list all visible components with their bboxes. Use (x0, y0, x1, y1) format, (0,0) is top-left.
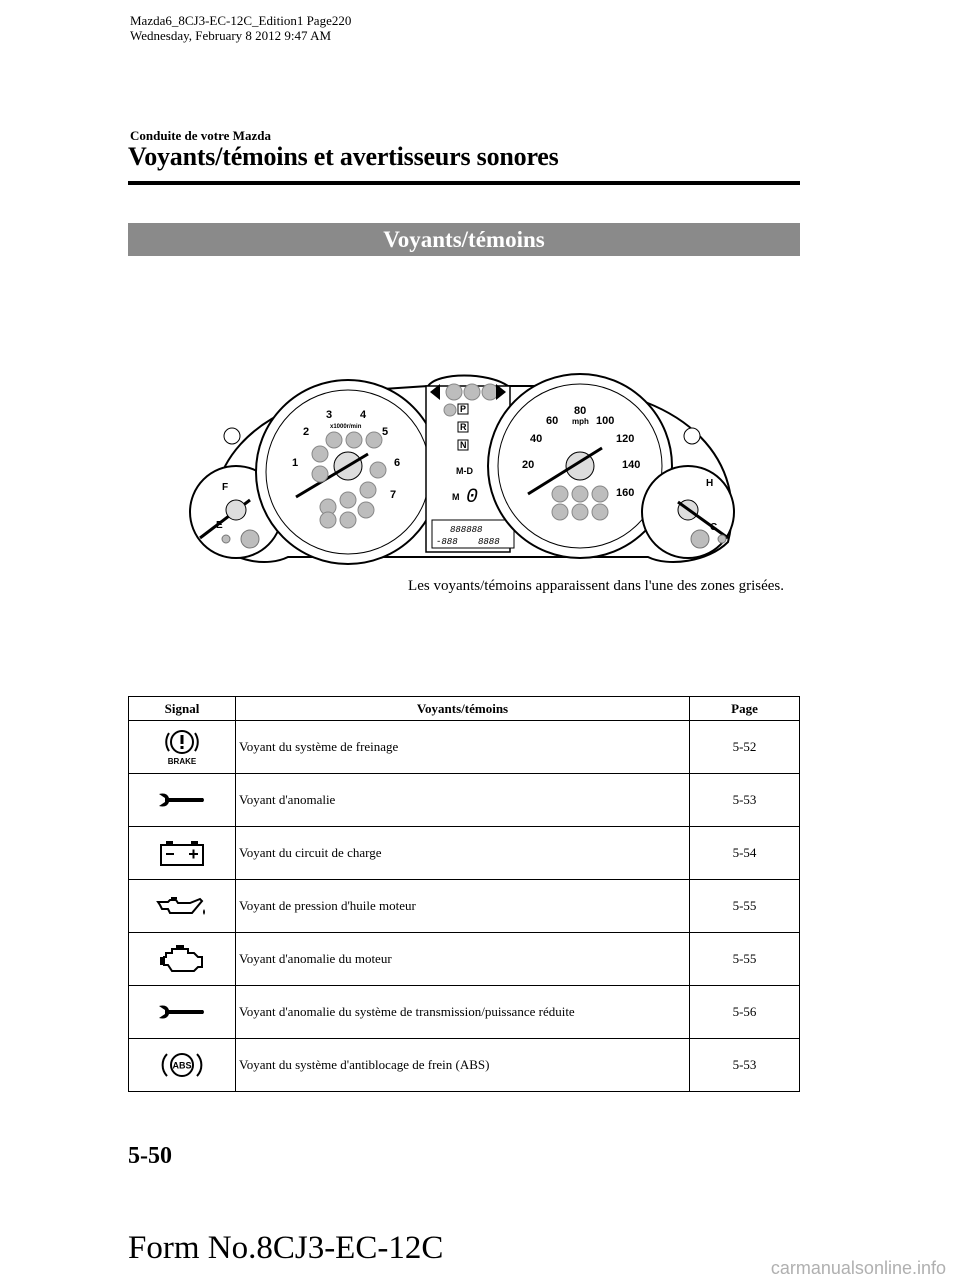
row-label: Voyant du circuit de charge (236, 827, 690, 880)
gear-p-label: P (460, 404, 467, 414)
speed-label-140: 140 (622, 459, 641, 471)
gear-md-label: M-D (456, 466, 473, 476)
engine-icon (158, 943, 206, 975)
row-label: Voyant de pression d'huile moteur (236, 880, 690, 933)
tach-label-6: 6 (394, 457, 401, 469)
row-label: Voyant d'anomalie du moteur (236, 933, 690, 986)
speed-label-100: 100 (596, 415, 615, 427)
header-page: Page (690, 697, 800, 721)
tach-label-5: 5 (382, 426, 389, 438)
instrument-cluster-figure (188, 362, 750, 588)
gear-m-label: M (452, 492, 460, 502)
tach-label-4: 4 (360, 409, 367, 421)
odometer-display-2: -888 (436, 537, 458, 547)
speed-label-20: 20 (522, 459, 535, 471)
table-row (129, 1039, 800, 1092)
page-number: 5-50 (128, 1143, 172, 1169)
row-label: Voyant d'anomalie (236, 774, 690, 827)
print-header-file: Mazda6_8CJ3-EC-12C_Edition1 Page220 (130, 13, 352, 28)
wrench-icon (157, 790, 207, 810)
fuel-empty-label: E (216, 520, 223, 531)
table-row (129, 827, 800, 880)
brake-warning-icon (162, 728, 202, 766)
wrench-icon (157, 1002, 207, 1022)
tach-unit: x1000r/min (330, 424, 362, 430)
tach-label-3: 3 (326, 409, 333, 421)
odometer-display-3: 8888 (478, 537, 500, 547)
title-divider (128, 181, 800, 185)
fuel-full-label: F (222, 482, 229, 493)
row-page: 5-53 (690, 774, 800, 827)
brake-icon-text: BRAKE (167, 757, 197, 766)
table-row (129, 774, 800, 827)
temp-hot-label: H (706, 478, 714, 489)
subsection-banner: Voyants/témoins (128, 223, 800, 256)
temp-cold-label: C (710, 522, 718, 533)
figure-caption: Les voyants/témoins apparaissent dans l'une des zones grisées. (408, 578, 784, 594)
speed-label-80: 80 (574, 405, 587, 417)
section-heading: Conduite de votre Mazda (130, 128, 271, 143)
row-label: Voyant du système d'antiblocage de frein (ABS) (236, 1039, 690, 1092)
table-row (129, 933, 800, 986)
odometer-display: 888888 (450, 525, 483, 535)
row-page: 5-54 (690, 827, 800, 880)
indicator-table (128, 696, 800, 1092)
table-row (129, 986, 800, 1039)
row-page: 5-53 (690, 1039, 800, 1092)
row-label: Voyant du système de freinage (236, 721, 690, 774)
row-page: 5-55 (690, 880, 800, 933)
speed-unit: mph (572, 417, 589, 426)
form-number: Form No.8CJ3-EC-12C (128, 1230, 444, 1266)
speed-label-40: 40 (530, 433, 543, 445)
row-page: 5-52 (690, 721, 800, 774)
gear-r-label: R (460, 422, 467, 432)
battery-icon (159, 839, 205, 867)
header-signal: Signal (129, 697, 236, 721)
gear-n-label: N (460, 440, 467, 450)
table-row (129, 721, 800, 774)
tach-label-7: 7 (390, 489, 397, 501)
speed-label-60: 60 (546, 415, 559, 427)
page-title: Voyants/témoins et avertisseurs sonores (128, 142, 559, 171)
speed-label-120: 120 (616, 433, 635, 445)
table-row (129, 880, 800, 933)
tach-label-1: 1 (292, 457, 299, 469)
abs-icon (158, 1049, 206, 1081)
row-page: 5-56 (690, 986, 800, 1039)
table-header-row (129, 697, 800, 721)
speed-label-160: 160 (616, 487, 635, 499)
print-header-date: Wednesday, February 8 2012 9:47 AM (130, 28, 332, 43)
row-label: Voyant d'anomalie du système de transmission/puissance réduite (236, 986, 690, 1039)
watermark: carmanualsonline.info (770, 1258, 946, 1278)
oil-can-icon (156, 895, 208, 917)
abs-icon-text: ABS (172, 1060, 192, 1071)
tach-label-2: 2 (303, 426, 310, 438)
header-name: Voyants/témoins (236, 697, 690, 721)
row-page: 5-55 (690, 933, 800, 986)
svg-text:0: 0 (466, 486, 479, 509)
